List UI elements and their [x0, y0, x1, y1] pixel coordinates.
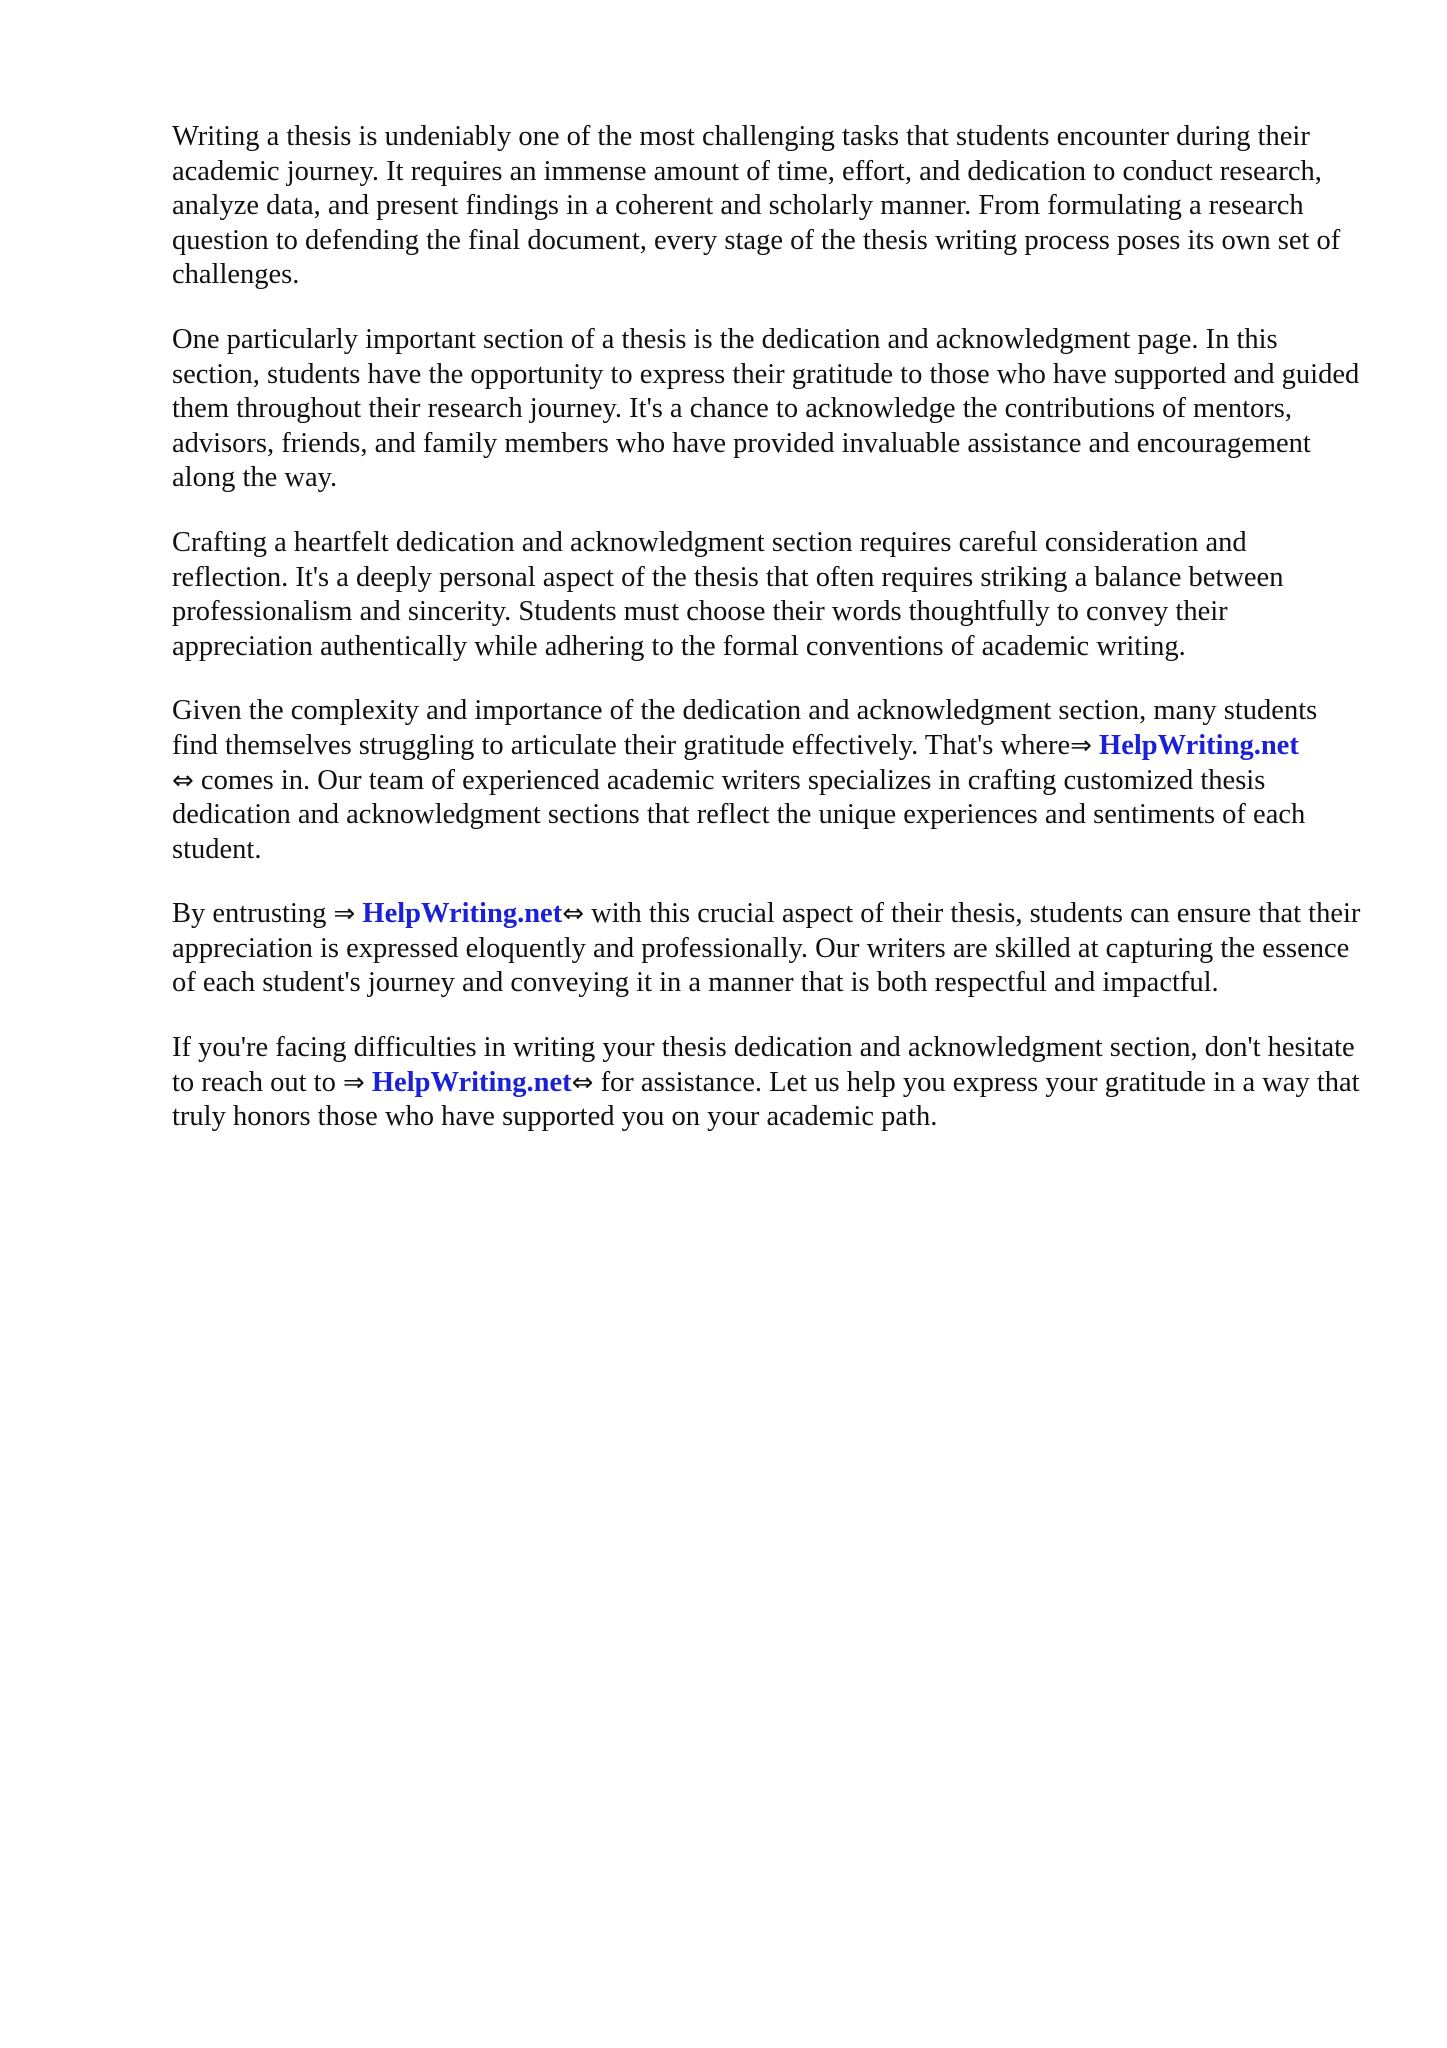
paragraph-text: By entrusting [172, 898, 334, 930]
paragraph-crafting: Crafting a heartfelt dedication and acknowledgment section requires careful consideration and reflection. It's a deeply personal aspect of the thesis that often requires striking a balance between professionalism and sincerity. Students must choose their words thoughtfully to convey their appreciation authentically while adhering to the formal conventions of academic writing. [172, 526, 1284, 662]
paragraph-call-to-action [172, 1031, 1367, 1135]
paragraph-entrusting [172, 897, 1367, 1001]
paragraph-complexity [172, 694, 1367, 867]
double-arrow-icon: ⇔ [571, 1067, 594, 1098]
right-arrow-icon: ⇒ [1070, 730, 1092, 761]
right-arrow-icon: ⇒ [333, 899, 356, 930]
paragraph-intro: Writing a thesis is undeniably one of the most challenging tasks that students encounter during their academic journey. It requires an immense amount of time, effort, and dedication to conduct research, analyze data, and present findings in a coherent and scholarly manner. From formulating a research question to defending the final document, every stage of the thesis writing process poses its own set of challenges. [172, 121, 1341, 291]
right-arrow-icon: ⇒ [342, 1067, 365, 1098]
double-arrow-icon: ⇔ [172, 765, 194, 796]
helpwriting-link[interactable]: HelpWriting.net [371, 1066, 572, 1098]
double-arrow-icon: ⇔ [562, 899, 584, 930]
paragraph-dedication-section: One particularly important section of a thesis is the dedication and acknowledgment page. In this section, students have the opportunity to express their gratitude to those who have supported and guided them throughout their research journey. It's a chance to acknowledge the contributions of mentors, advisors, friends, and family members who have provided invaluable assistance and encouragement along the way. [172, 323, 1360, 494]
paragraph-text: comes in. Our team of experienced academic writers specializes in crafting customized thesis dedication and acknowledgment sections that reflect the unique experiences and sentiments of each student. [172, 764, 1306, 865]
document-body [172, 120, 1367, 1165]
helpwriting-link[interactable]: HelpWriting.net [362, 898, 563, 930]
paragraph-text: with this crucial aspect of their thesis, students can ensure that their appreciation is expressed eloquently and professionally. Our writers are skilled at capturing the essence of each student's journey and conveying it in a manner that is both respectful and impactful. [172, 898, 1361, 999]
paragraph-text: If you're facing difficulties in writing your thesis dedication and acknowledgment section, don't hesitate to reach out to [172, 1032, 1355, 1098]
paragraph-text: for assistance. Let us help you express your gratitude in a way that truly honors those who have supported you on your academic path. [172, 1066, 1360, 1133]
helpwriting-link[interactable]: HelpWriting.net [1099, 729, 1299, 761]
paragraph-text: Given the complexity and importance of the dedication and acknowledgment section, many students find themselves struggling to articulate their gratitude effectively. That's where [172, 695, 1318, 761]
